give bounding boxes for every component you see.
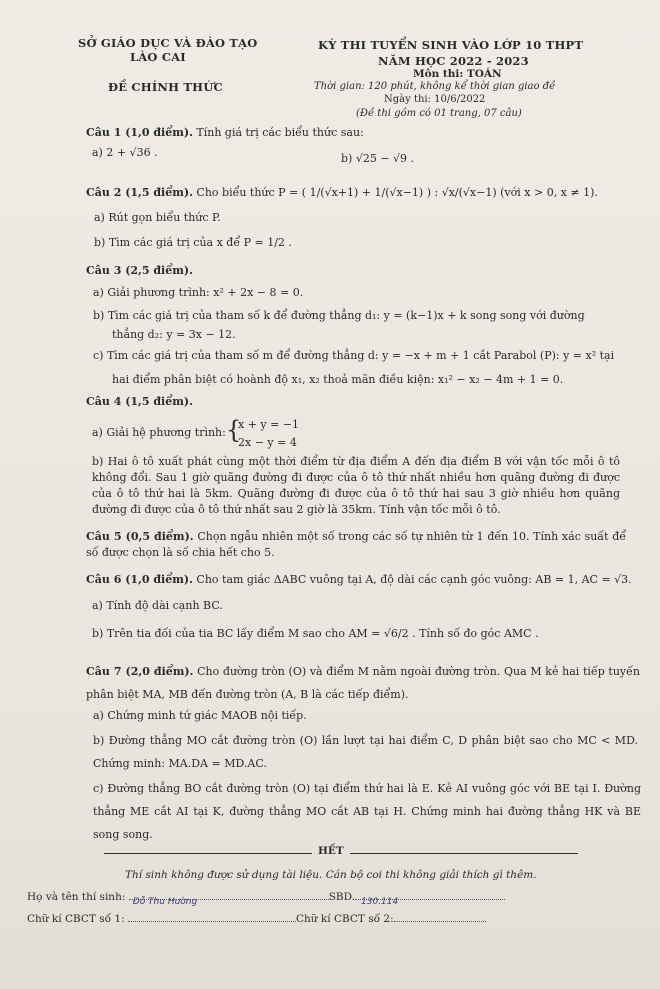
q4-eq2: 2x − y = 4 [238, 436, 297, 449]
q2-b: b) Tìm các giá trị của x để P = 1/2 . [94, 236, 292, 249]
signature-row [27, 913, 486, 925]
q5-text: Chọn ngẫu nhiên một số trong các số tự nhiên từ 1 đến 10. Tính xác suất để số được chọn là số chia hết cho 5. [86, 530, 627, 559]
q6-text: Cho tam giác ΔABC vuông tại A, độ dài các cạnh góc vuông: AB = 1, AC = √3. [192, 573, 632, 586]
header-date: Ngày thi: 10/6/2022 [384, 94, 486, 105]
header-province: LÀO CAI [130, 50, 186, 64]
q7-b: b) Đường thẳng MO cắt đường tròn (O) lần lượt tại hai điểm C, D phân biệt sao cho MC < MD. Chứng minh: MA.DA = MD.AC. [93, 734, 638, 770]
q2-a: a) Rút gọn biểu thức P. [94, 211, 221, 224]
q6-b: b) Trên tia đối của tia BC lấy điểm M sao cho AM = √6/2 . Tính số đo góc AMC . [92, 627, 539, 640]
q2-title: Câu 2 (1,5 điểm). [86, 186, 193, 199]
header-subject: Môn thi: TOÁN [413, 68, 502, 80]
q4-eq1: x + y = −1 [238, 418, 300, 431]
q1-b: b) √25 − √9 . [341, 152, 415, 165]
q7-a: a) Chứng minh tứ giác MAOB nội tiếp. [93, 709, 307, 722]
header-exam-title: KỲ THI TUYỂN SINH VÀO LỚP 10 THPT [318, 38, 584, 52]
signature-2-field [394, 921, 486, 922]
q7-block [86, 660, 640, 706]
q1-title: Câu 1 (1,0 điểm). [86, 126, 193, 139]
q6-a: a) Tính độ dài cạnh BC. [92, 599, 223, 612]
q3-title [86, 265, 193, 276]
q4-b: b) Hai ô tô xuất phát cùng một thời điểm từ địa điểm A đến địa điểm B với vận tốc mỗi ô tô không đổi. Sau 1 giờ quãng đường đi được của ô tô thứ nhất nhiều hơn quãng đường đi được của ô tô thứ hai là 5km. Quãng đường đi được của ô tô thứ hai sau 3 giờ nhiều hơn quãng đường đi được của ô tô thứ nhất sau 2 giờ là 35km. Tính vận tốc mỗi ô tô. [92, 455, 620, 516]
q5-block [86, 529, 626, 561]
q3-c-line1: c) Tìm các giá trị của tham số m để đường thẳng d: y = −x + m + 1 cắt Parabol (P): y = x² tại [93, 349, 615, 362]
q1-a: a) 2 + √36 . [92, 146, 158, 159]
sbd-field [355, 897, 505, 907]
q6-title: Câu 6 (1,0 điểm). [86, 573, 193, 586]
header-page-info: (Đề thi gồm có 01 trang, 07 câu) [356, 108, 522, 119]
q4-a: a) Giải hệ phương trình: [92, 426, 226, 439]
sbd-label: SBD. [328, 891, 356, 903]
sbd-value: 130.114 [361, 897, 399, 907]
q3-b-line1: b) Tìm các giá trị của tham số k để đường thẳng d₁: y = (k−1)x + k song song với đường [93, 309, 585, 322]
end-marker: HẾT [312, 845, 350, 857]
q1-line [86, 127, 364, 138]
q6-line [86, 574, 632, 585]
q4-title [86, 396, 193, 407]
q3-b-line2: thẳng d₂: y = 3x − 12. [112, 328, 236, 341]
candidate-name-label: Họ và tên thí sinh: [27, 891, 126, 903]
signature-1-label: Chữ kí CBCT số 1: [27, 913, 125, 925]
q2-text: Cho biểu thức P = ( 1/(√x+1) + 1/(√x−1) ) : √x/(√x−1) (với x > 0, x ≠ 1). [192, 186, 598, 199]
q3-title-text: Câu 3 (2,5 điểm). [86, 264, 193, 277]
signature-1-field [128, 921, 296, 922]
q1-text: Tính giá trị các biểu thức sau: [192, 126, 364, 139]
signature-2-label: Chữ kí CBCT số 2: [296, 913, 394, 925]
candidate-name-field [129, 897, 329, 907]
footer-note: Thí sinh không được sử dụng tài liệu. Cán bộ coi thi không giải thích gì thêm. [125, 869, 537, 881]
q3-a: a) Giải phương trình: x² + 2x − 8 = 0. [93, 286, 304, 299]
candidate-name-value: Đỗ Thu Hường [132, 897, 198, 907]
q7-title: Câu 7 (2,0 điểm). [86, 665, 194, 678]
q7-text: Cho đường tròn (O) và điểm M nằm ngoài đường tròn. Qua M kẻ hai tiếp tuyến phân biệt MA, MB đến đường tròn (A, B là các tiếp điểm). [86, 665, 640, 701]
q2-line [86, 187, 598, 198]
q7-c: c) Đường thẳng BO cắt đường tròn (O) tại điểm thứ hai là E. Kẻ AI vuông góc với BE tại I. Đường thẳng ME cắt AI tại K, đường thẳng MO cắt AB tại H. Chứng minh hai đường thẳng HK và BE song song. [93, 782, 641, 841]
header-official: ĐỀ CHÍNH THỨC [108, 80, 223, 94]
q5-title: Câu 5 (0,5 điểm). [86, 530, 194, 543]
q4-brace: { [226, 416, 242, 444]
q3-c-line2: hai điểm phân biệt có hoành độ x₁, x₂ thoả mãn điều kiện: x₁² − x₂ − 4m + 1 = 0. [112, 373, 564, 386]
q4-title-text: Câu 4 (1,5 điểm). [86, 395, 193, 408]
candidate-name-row [27, 891, 505, 907]
header-duration: Thời gian: 120 phút, không kể thời gian giao đề [314, 81, 556, 92]
header-department: SỞ GIÁO DỤC VÀ ĐÀO TẠO [78, 36, 258, 50]
header-school-year: NĂM HỌC 2022 - 2023 [378, 54, 529, 68]
